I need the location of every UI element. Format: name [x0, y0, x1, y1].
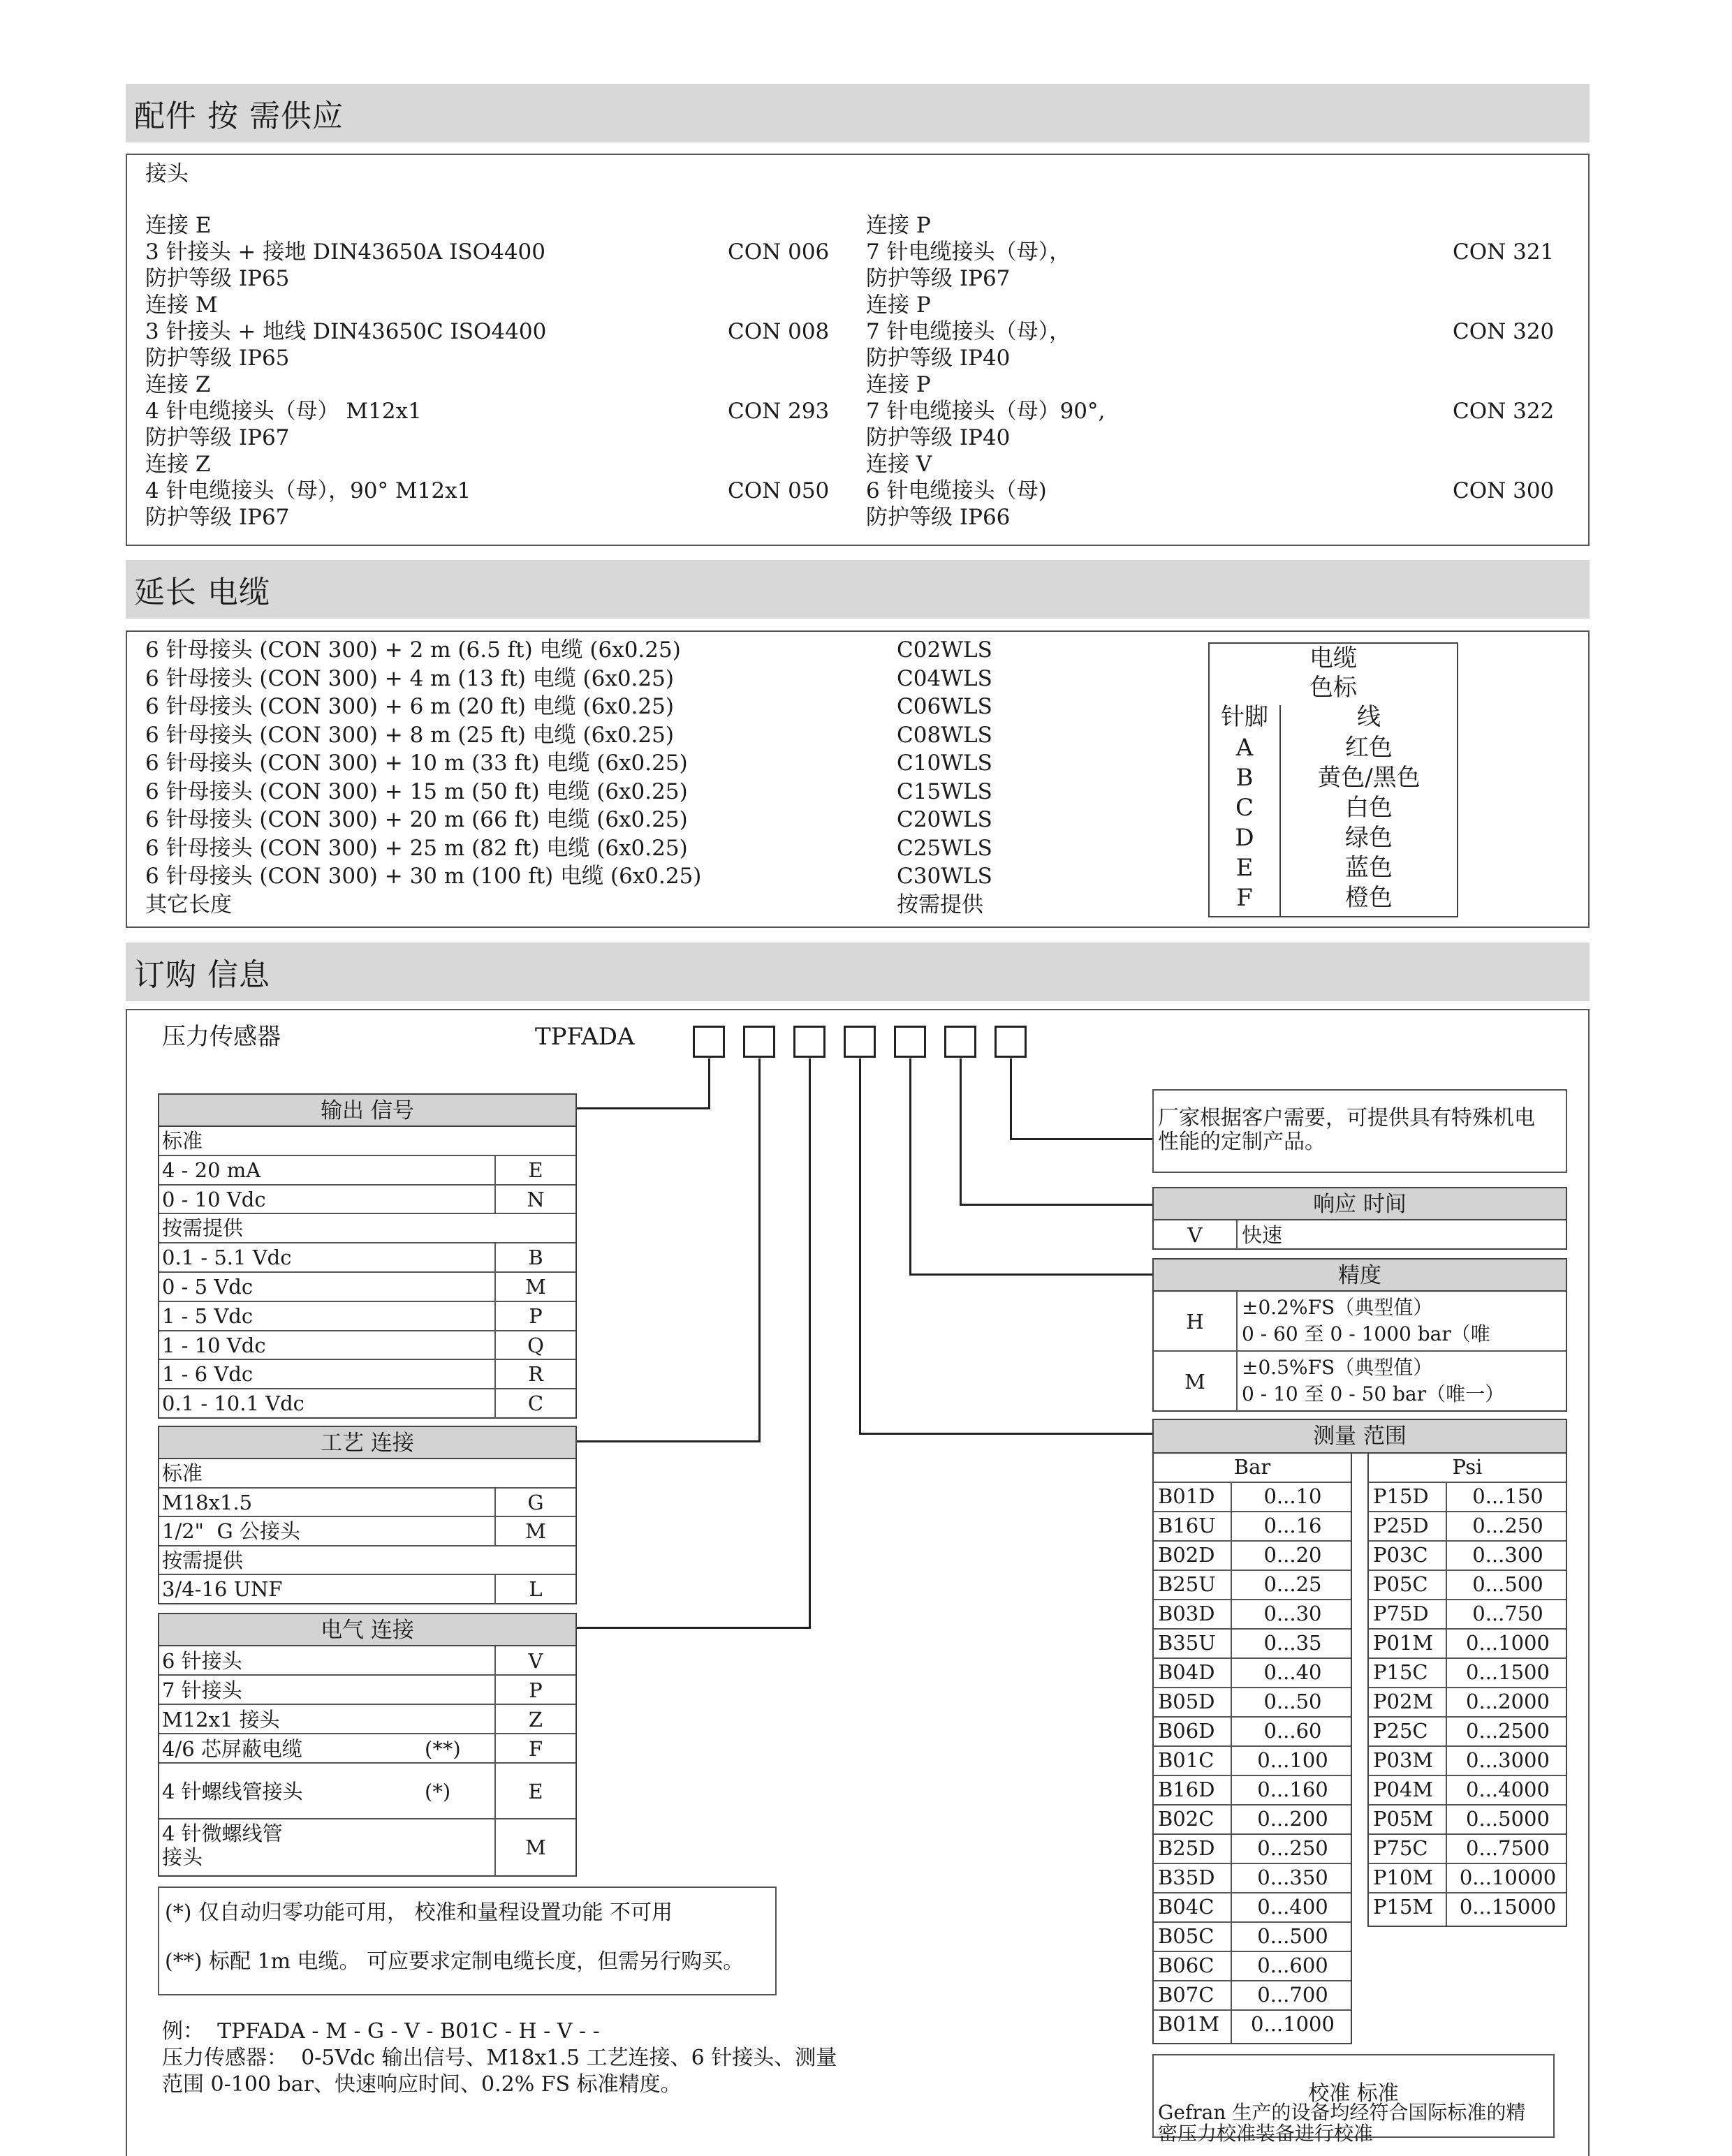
cable-title: 延长 电缆 [134, 575, 270, 610]
connector-heading: 连接 P [866, 293, 931, 318]
color-pin: C [1235, 794, 1254, 822]
cable-code: 按需提供 [897, 892, 983, 917]
range-value: 0...10000 [1459, 1866, 1557, 1889]
option-code: B [494, 1243, 575, 1271]
connector-code: CON 008 [728, 319, 830, 344]
color-code-table [1208, 642, 1458, 917]
option-label: 1/2" G 公接头 [162, 1519, 300, 1543]
option-label: 4/6 芯屏蔽电缆 [162, 1737, 302, 1761]
cable-description: 6 针母接头 (CON 300) + 4 m (13 ft) 电缆 (6x0.25) [145, 665, 674, 691]
option-label: 4 针螺线管接头 [162, 1780, 303, 1803]
option-row [159, 1331, 575, 1361]
range-row-divider [1369, 1599, 1566, 1600]
connector-protection: 防护等级 IP40 [866, 346, 1011, 371]
color-name: 红色 [1345, 734, 1393, 762]
range-code: B05D [1158, 1690, 1215, 1713]
range-code: P03C [1373, 1543, 1428, 1567]
range-code: B35D [1158, 1866, 1215, 1889]
range-code: B25U [1158, 1572, 1216, 1596]
connector-code: CON 320 [1453, 319, 1555, 344]
range-code: P15M [1373, 1895, 1434, 1919]
option-label: 1 - 10 Vdc [162, 1333, 266, 1357]
accessories-subtitle: 接头 [145, 161, 189, 186]
range-value: 0...400 [1257, 1895, 1328, 1919]
range-value: 0...100 [1257, 1748, 1328, 1772]
cable-code: C06WLS [897, 694, 992, 719]
option-label: 4 针微螺线管 [162, 1822, 283, 1845]
option-row [159, 1646, 575, 1676]
option-code: M [494, 1517, 575, 1545]
connector-description: 7 针电缆接头（母）90°, [866, 399, 1106, 424]
option-code: P [494, 1676, 575, 1704]
connector-description: 3 针接头 + 接地 DIN43650A ISO4400 [145, 239, 545, 265]
connector-description: 7 针电缆接头（母）， [866, 239, 1071, 265]
option-row [159, 1302, 575, 1331]
range-row-divider [1369, 1833, 1566, 1835]
range-row-divider [1369, 1687, 1566, 1688]
option-row [159, 1273, 575, 1302]
range-value: 0...350 [1257, 1866, 1328, 1889]
connector-heading: 连接 M [145, 293, 218, 318]
connector-code: CON 322 [1453, 399, 1555, 424]
option-row [159, 1243, 575, 1273]
option-row [159, 1517, 575, 1546]
range-row-divider [1369, 1570, 1566, 1571]
code-box-response [944, 1026, 976, 1058]
color-pin: E [1235, 854, 1254, 882]
range-value: 0...20 [1263, 1543, 1322, 1567]
range-value: 0...40 [1263, 1660, 1322, 1684]
range-code: P04M [1373, 1778, 1434, 1801]
option-label: 标准 [162, 1129, 203, 1153]
calibration-title: 校准 标准 [1308, 2081, 1399, 2106]
option-row [159, 1360, 575, 1389]
range-code: P01M [1373, 1631, 1434, 1655]
accuracy-row [1154, 1292, 1566, 1352]
range-value: 0...1000 [1466, 1631, 1550, 1655]
range-code: B01C [1158, 1748, 1214, 1772]
cable-code: C04WLS [897, 665, 992, 691]
color-table-title2: 色标 [1309, 674, 1357, 702]
range-value: 0...1500 [1466, 1660, 1550, 1684]
code-box-accuracy [894, 1026, 926, 1058]
connector-heading: 连接 V [866, 452, 932, 477]
range-row-divider [1369, 1745, 1566, 1747]
range-row-divider [1369, 1628, 1566, 1630]
option-row [159, 1389, 575, 1419]
connector-protection: 防护等级 IP67 [145, 425, 290, 450]
range-code: B16D [1158, 1778, 1215, 1801]
connector-description: 6 针电缆接头（母) [866, 478, 1047, 503]
option-row [159, 1186, 575, 1215]
option-label: 7 针接头 [162, 1678, 242, 1702]
option-label: M18x1.5 [162, 1490, 253, 1514]
cable-description: 6 针母接头 (CON 300) + 20 m (66 ft) 电缆 (6x0.25) [145, 807, 688, 832]
option-label: 6 针接头 [162, 1649, 242, 1673]
range-row-divider [1154, 1628, 1351, 1630]
option-label: 0.1 - 10.1 Vdc [162, 1391, 304, 1416]
electrical-connection-table [158, 1613, 577, 1877]
process-connection-title: 工艺 连接 [159, 1427, 575, 1459]
option-code: M [494, 1273, 575, 1301]
connector-code: CON 293 [728, 399, 830, 424]
example-line-3: 范围 0-100 bar、快速响应时间、0.2% FS 标准精度。 [162, 2072, 682, 2097]
range-value: 0...250 [1472, 1514, 1543, 1537]
option-row [159, 1705, 575, 1734]
connector-description: 7 针电缆接头（母）， [866, 319, 1071, 344]
option-label: 按需提供 [162, 1216, 244, 1241]
range-value: 0...250 [1257, 1836, 1328, 1860]
connector-protection: 防护等级 IP40 [866, 425, 1011, 450]
range-value: 0...16 [1263, 1514, 1322, 1537]
option-label: 1 - 6 Vdc [162, 1362, 254, 1387]
range-row-divider [1154, 1951, 1351, 1952]
range-code: B07C [1158, 1983, 1214, 2007]
range-value: 0...4000 [1466, 1778, 1550, 1801]
color-name: 橙色 [1345, 884, 1393, 912]
option-row [159, 1127, 575, 1156]
range-row-divider [1154, 1921, 1351, 1923]
connector-heading: 连接 E [145, 213, 212, 238]
response-label: 快速 [1242, 1223, 1283, 1247]
range-value: 0...200 [1257, 1807, 1328, 1831]
output-signal-table [158, 1093, 577, 1419]
range-value: 0...30 [1263, 1602, 1322, 1625]
accessories-title: 配件 按 需供应 [134, 98, 344, 134]
range-row-divider [1369, 1482, 1566, 1483]
color-name: 绿色 [1345, 824, 1393, 852]
cable-description: 6 针母接头 (CON 300) + 2 m (6.5 ft) 电缆 (6x0.25) [145, 637, 681, 663]
range-row-divider [1154, 1716, 1351, 1718]
color-pin: D [1235, 824, 1254, 852]
range-row-divider [1369, 1511, 1566, 1512]
option-code: L [494, 1575, 575, 1604]
range-value: 0...7500 [1466, 1836, 1550, 1860]
option-code: G [494, 1489, 575, 1516]
code-box-process [743, 1026, 775, 1058]
range-code: P05C [1373, 1572, 1428, 1596]
range-code: B06C [1158, 1954, 1214, 1977]
example-line-2: 压力传感器： 0-5Vdc 输出信号、M18x1.5 工艺连接、6 针接头、测量 [162, 2046, 837, 2070]
option-row [159, 1459, 575, 1489]
range-code: B06D [1158, 1719, 1215, 1743]
range-code: B05C [1158, 1924, 1214, 1948]
range-value: 0...25 [1263, 1572, 1322, 1596]
range-value: 0...2500 [1466, 1719, 1550, 1743]
range-row-divider [1154, 1804, 1351, 1806]
accuracy-code: M [1154, 1352, 1238, 1412]
color-table-pin-header: 针脚 [1221, 703, 1268, 731]
electrical-connection-title: 电气 连接 [159, 1614, 575, 1646]
connector-code: CON 006 [728, 239, 830, 265]
range-row-divider [1369, 1863, 1566, 1864]
cable-code: C08WLS [897, 722, 992, 748]
cable-description: 6 针母接头 (CON 300) + 6 m (20 ft) 电缆 (6x0.25) [145, 694, 674, 719]
connector-description: 4 针电缆接头（母），90° M12x1 [145, 478, 471, 503]
option-row [159, 1676, 575, 1705]
range-value: 0...35 [1263, 1631, 1322, 1655]
connector-protection: 防护等级 IP67 [866, 266, 1011, 291]
range-header-box [1152, 1419, 1567, 1454]
range-code: B02C [1158, 1807, 1214, 1831]
option-label: 1 - 5 Vdc [162, 1304, 254, 1328]
range-row-divider [1154, 1511, 1351, 1512]
option-code: V [494, 1646, 575, 1674]
range-col-divider [1231, 1482, 1232, 2043]
range-row-divider [1369, 1657, 1566, 1659]
range-bar-header: Bar [1233, 1455, 1271, 1479]
response-code: V [1154, 1220, 1238, 1250]
ordering-title: 订购 信息 [134, 957, 270, 993]
range-value: 0...160 [1257, 1778, 1328, 1801]
range-value: 0...5000 [1466, 1807, 1550, 1831]
option-row [159, 1214, 575, 1243]
ordering-header [126, 943, 1590, 1001]
note-1: (*) 仅自动归零功能可用， 校准和量程设置功能 不可用 [165, 1900, 673, 1925]
range-row-divider [1369, 1892, 1566, 1893]
option-label: 0 - 10 Vdc [162, 1187, 266, 1211]
cable-description: 6 针母接头 (CON 300) + 10 m (33 ft) 电缆 (6x0.25) [145, 751, 688, 776]
range-code: P75D [1373, 1602, 1429, 1625]
connector-protection: 防护等级 IP65 [145, 346, 290, 371]
range-value: 0...500 [1257, 1924, 1328, 1948]
range-row-divider [1369, 1540, 1566, 1542]
option-code: R [494, 1360, 575, 1388]
accuracy-line-2: 0 - 60 至 0 - 1000 bar（唯 [1242, 1322, 1490, 1345]
custom-line-2: 性能的定制产品。 [1158, 1130, 1326, 1154]
cable-code: C10WLS [897, 751, 992, 776]
range-code: P05M [1373, 1807, 1434, 1831]
connector-protection: 防护等级 IP66 [866, 505, 1011, 530]
cable-code: C02WLS [897, 637, 992, 663]
code-box-electrical [793, 1026, 825, 1058]
range-row-divider [1369, 1716, 1566, 1718]
range-code: B02D [1158, 1543, 1215, 1567]
accuracy-title: 精度 [1154, 1260, 1566, 1292]
range-code: B04C [1158, 1895, 1214, 1919]
option-code: N [494, 1186, 575, 1213]
range-value: 0...10 [1263, 1484, 1322, 1508]
range-code: B04D [1158, 1660, 1215, 1684]
option-code: E [494, 1764, 575, 1818]
range-code: P25C [1373, 1719, 1428, 1743]
option-label: 4 - 20 mA [162, 1158, 261, 1182]
color-name: 蓝色 [1345, 854, 1393, 882]
cable-code: C25WLS [897, 835, 992, 861]
model-code: TPFADA [535, 1023, 635, 1051]
range-row-divider [1154, 1863, 1351, 1864]
cable-code: C15WLS [897, 778, 992, 804]
option-row [159, 1819, 575, 1875]
option-label: 0 - 5 Vdc [162, 1275, 254, 1299]
range-value: 0...50 [1263, 1690, 1322, 1713]
range-value: 0...750 [1472, 1602, 1543, 1625]
output-signal-title: 输出 信号 [159, 1095, 575, 1127]
range-code: P02M [1373, 1690, 1434, 1713]
option-row [159, 1546, 575, 1576]
range-code: P15C [1373, 1660, 1428, 1684]
option-code: C [494, 1389, 575, 1419]
range-row-divider [1154, 1745, 1351, 1747]
calibration-box [1152, 2054, 1555, 2145]
option-row [159, 1156, 575, 1186]
connector-code: CON 050 [728, 478, 830, 503]
range-code: B35U [1158, 1631, 1216, 1655]
range-row-divider [1369, 1804, 1566, 1806]
option-code: M [494, 1819, 575, 1875]
connector-heading: 连接 Z [145, 372, 211, 397]
range-value: 0...1000 [1251, 2012, 1335, 2036]
range-value: 0...500 [1472, 1572, 1543, 1596]
accuracy-table [1152, 1258, 1567, 1412]
product-name: 压力传感器 [162, 1023, 281, 1051]
connector-code: CON 321 [1453, 239, 1555, 265]
code-box-range [844, 1026, 876, 1058]
range-value: 0...300 [1472, 1543, 1543, 1567]
example-line-1: 例： TPFADA - M - G - V - B01C - H - V - - [162, 2019, 600, 2044]
cable-description: 其它长度 [145, 892, 232, 917]
option-code: Z [494, 1705, 575, 1733]
calibration-line-2: 密压力校准装备进行校准 [1158, 2122, 1374, 2145]
range-row-divider [1154, 2009, 1351, 2011]
range-code: B03D [1158, 1602, 1215, 1625]
range-code: P03M [1373, 1748, 1434, 1772]
cable-description: 6 针母接头 (CON 300) + 25 m (82 ft) 电缆 (6x0.25) [145, 835, 688, 861]
connector-protection: 防护等级 IP65 [145, 266, 290, 291]
connector-protection: 防护等级 IP67 [145, 505, 290, 530]
connector-heading: 连接 P [866, 213, 931, 238]
range-code: B01D [1158, 1484, 1215, 1508]
connector-code: CON 300 [1453, 478, 1555, 503]
range-code: P25D [1373, 1514, 1429, 1537]
cable-description: 6 针母接头 (CON 300) + 15 m (50 ft) 电缆 (6x0.25) [145, 778, 688, 804]
color-pin: A [1235, 734, 1254, 762]
range-bar-table [1152, 1452, 1352, 2044]
option-row [159, 1489, 575, 1518]
range-row-divider [1154, 1482, 1351, 1483]
option-label: 按需提供 [162, 1548, 244, 1572]
color-pin: F [1236, 884, 1253, 912]
option-label: 标准 [162, 1461, 203, 1485]
color-pin: B [1235, 764, 1254, 792]
note-2: (**) 标配 1m 电缆。 可应要求定制电缆长度，但需另行购买。 [165, 1949, 744, 1974]
custom-product-box [1152, 1089, 1567, 1173]
connector-heading: 连接 Z [145, 452, 211, 477]
option-code: P [494, 1302, 575, 1330]
calibration-line-1: Gefran 生产的设备均经符合国际标准的精 [1158, 2101, 1526, 2124]
option-label: 3/4-16 UNF [162, 1577, 283, 1601]
accessories-header [126, 84, 1590, 142]
range-col-divider [1446, 1482, 1447, 1926]
option-label: M12x1 接头 [162, 1708, 280, 1732]
response-time-title: 响应 时间 [1154, 1188, 1566, 1220]
accuracy-code: H [1154, 1292, 1238, 1350]
option-row [159, 1575, 575, 1604]
color-table-wire-header: 线 [1357, 703, 1381, 731]
response-time-table [1152, 1187, 1567, 1250]
range-value: 0...3000 [1466, 1748, 1550, 1772]
color-table-title1: 电缆 [1309, 644, 1357, 672]
connector-description: 3 针接头 + 地线 DIN43650C ISO4400 [145, 319, 547, 344]
range-code: B01M [1158, 2012, 1219, 2036]
range-title: 测量 范围 [1154, 1420, 1566, 1452]
option-code: F [494, 1734, 575, 1762]
range-row-divider [1154, 1980, 1351, 1981]
range-row-divider [1154, 1775, 1351, 1776]
range-psi-header: Psi [1452, 1455, 1483, 1479]
range-value: 0...15000 [1459, 1895, 1557, 1919]
range-row-divider [1154, 1892, 1351, 1893]
accuracy-row [1154, 1352, 1566, 1412]
process-connection-table [158, 1426, 577, 1604]
cable-code: C20WLS [897, 807, 992, 832]
color-name: 白色 [1345, 794, 1393, 822]
range-code: B16U [1158, 1514, 1216, 1537]
cable-description: 6 针母接头 (CON 300) + 8 m (25 ft) 电缆 (6x0.25) [145, 722, 674, 748]
range-value: 0...600 [1257, 1954, 1328, 1977]
range-row-divider [1154, 1599, 1351, 1600]
color-name: 黄色/黑色 [1317, 764, 1421, 792]
range-value: 0...2000 [1466, 1690, 1550, 1713]
notes-box [158, 1886, 777, 1995]
option-label-2: 接头 [162, 1845, 203, 1869]
range-value: 0...700 [1257, 1983, 1328, 2007]
range-code: P75C [1373, 1836, 1428, 1860]
range-value: 0...150 [1472, 1484, 1543, 1508]
range-row-divider [1154, 1833, 1351, 1835]
accuracy-line-1: ±0.5%FS（典型值） [1242, 1356, 1433, 1379]
cable-code: C30WLS [897, 864, 992, 889]
option-row [159, 1734, 575, 1764]
range-row-divider [1154, 1540, 1351, 1542]
code-box-custom [995, 1026, 1027, 1058]
cable-description: 6 针母接头 (CON 300) + 30 m (100 ft) 电缆 (6x0.25) [145, 864, 702, 889]
range-code: P10M [1373, 1866, 1434, 1889]
custom-line-1: 厂家根据客户需要，可提供具有特殊机电 [1158, 1106, 1535, 1130]
accuracy-line-1: ±0.2%FS（典型值） [1242, 1296, 1433, 1319]
range-row-divider [1154, 1687, 1351, 1688]
connector-heading: 连接 P [866, 372, 931, 397]
accuracy-line-2: 0 - 10 至 0 - 50 bar（唯一） [1242, 1382, 1505, 1405]
range-row-divider [1154, 1657, 1351, 1659]
range-code: P15D [1373, 1484, 1429, 1508]
option-row [159, 1764, 575, 1819]
range-psi-table [1367, 1452, 1567, 1927]
option-code: E [494, 1156, 575, 1184]
option-note: (*) [425, 1780, 451, 1803]
option-code: Q [494, 1331, 575, 1359]
option-label: 0.1 - 5.1 Vdc [162, 1246, 292, 1270]
cable-header [126, 560, 1590, 619]
connector-description: 4 针电缆接头（母） M12x1 [145, 399, 422, 424]
range-value: 0...60 [1263, 1719, 1322, 1743]
option-note: (**) [425, 1737, 461, 1761]
range-row-divider [1154, 1570, 1351, 1571]
range-code: B25D [1158, 1836, 1215, 1860]
code-box-output [693, 1026, 725, 1058]
range-row-divider [1369, 1775, 1566, 1776]
